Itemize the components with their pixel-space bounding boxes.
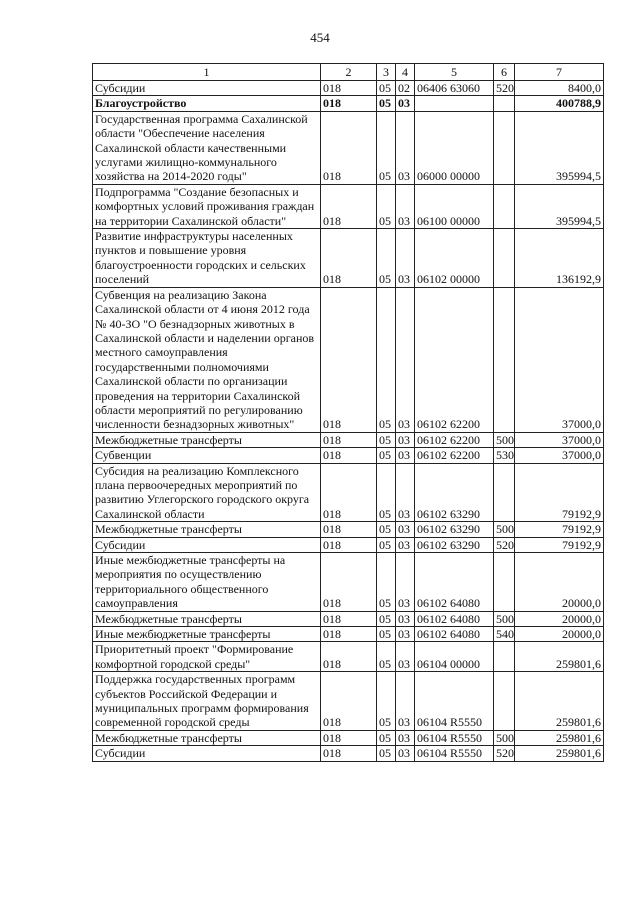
amount: 259801,6 <box>515 730 604 745</box>
target-article-code: 06104 R5550 <box>415 730 494 745</box>
ministry-code: 018 <box>321 611 377 626</box>
table-row <box>93 611 604 626</box>
item-name: Приоритетный проект "Формирование комфортной городской среды" <box>93 642 321 672</box>
section-code: 05 <box>377 672 396 731</box>
amount: 400788,9 <box>515 96 604 111</box>
target-article-code: 06102 64080 <box>415 611 494 626</box>
item-name: Субсидии <box>93 746 321 761</box>
table-row <box>93 627 604 642</box>
table-row <box>93 184 604 228</box>
section-code: 05 <box>377 184 396 228</box>
ministry-code: 018 <box>321 553 377 612</box>
ministry-code: 018 <box>321 184 377 228</box>
subsection-code: 03 <box>396 287 415 432</box>
item-name: Субсидия на реализацию Комплексного плана первоочередных мероприятий по развитию Углегорского городского округа Сахалинской области <box>93 463 321 522</box>
table-row <box>93 522 604 537</box>
target-article-code <box>415 96 494 111</box>
amount: 79192,9 <box>515 463 604 522</box>
expense-type-code <box>494 229 515 288</box>
target-article-code: 06102 62200 <box>415 287 494 432</box>
subsection-code: 03 <box>396 611 415 626</box>
ministry-code: 018 <box>321 229 377 288</box>
expense-type-code: 500 <box>494 522 515 537</box>
section-code: 05 <box>377 432 396 447</box>
table-row <box>93 730 604 745</box>
table-row <box>93 537 604 552</box>
column-header: 7 <box>515 64 604 81</box>
table-row <box>93 432 604 447</box>
ministry-code: 018 <box>321 627 377 642</box>
amount: 395994,5 <box>515 184 604 228</box>
amount: 20000,0 <box>515 627 604 642</box>
target-article-code: 06104 R5550 <box>415 672 494 731</box>
ministry-code: 018 <box>321 463 377 522</box>
subsection-code: 02 <box>396 81 415 96</box>
item-name: Субвенция на реализацию Закона Сахалинской области от 4 июня 2012 года № 40-ЗО "О безнадзорных животных в Сахалинской области и наделении органов местного самоуправления государственными полномочиями Сахалинской области по организации проведения на территории Сахалинской области мероприятий по регулированию численности безнадзорных животных" <box>93 287 321 432</box>
subsection-code: 03 <box>396 553 415 612</box>
item-name: Подпрограмма "Создание безопасных и комфортных условий проживания граждан на территории Сахалинской области" <box>93 184 321 228</box>
ministry-code: 018 <box>321 730 377 745</box>
expense-type-code <box>494 287 515 432</box>
expense-type-code: 500 <box>494 611 515 626</box>
subsection-code: 03 <box>396 730 415 745</box>
expense-type-code: 530 <box>494 448 515 463</box>
item-name: Межбюджетные трансферты <box>93 432 321 447</box>
section-code: 05 <box>377 627 396 642</box>
target-article-code: 06102 63290 <box>415 537 494 552</box>
expense-type-code <box>494 642 515 672</box>
target-article-code: 06104 00000 <box>415 642 494 672</box>
table-row <box>93 81 604 96</box>
column-header: 2 <box>321 64 377 81</box>
target-article-code: 06406 63060 <box>415 81 494 96</box>
subsection-code: 03 <box>396 537 415 552</box>
section-code: 05 <box>377 96 396 111</box>
item-name: Развитие инфраструктуры населенных пунктов и повышение уровня благоустроенности городских и сельских поселений <box>93 229 321 288</box>
item-name: Межбюджетные трансферты <box>93 611 321 626</box>
amount: 37000,0 <box>515 287 604 432</box>
table-row <box>93 96 604 111</box>
target-article-code: 06104 R5550 <box>415 746 494 761</box>
table-row <box>93 746 604 761</box>
table-row <box>93 448 604 463</box>
expense-type-code: 520 <box>494 746 515 761</box>
item-name: Межбюджетные трансферты <box>93 730 321 745</box>
column-header: 6 <box>494 64 515 81</box>
ministry-code: 018 <box>321 537 377 552</box>
target-article-code: 06102 64080 <box>415 627 494 642</box>
section-code: 05 <box>377 537 396 552</box>
amount: 79192,9 <box>515 537 604 552</box>
section-code: 05 <box>377 522 396 537</box>
target-article-code: 06102 62200 <box>415 448 494 463</box>
ministry-code: 018 <box>321 642 377 672</box>
section-code: 05 <box>377 746 396 761</box>
page-number: 454 <box>310 30 330 45</box>
table-row <box>93 229 604 288</box>
subsection-code: 03 <box>396 627 415 642</box>
expense-type-code <box>494 184 515 228</box>
target-article-code: 06000 00000 <box>415 111 494 184</box>
section-code: 05 <box>377 553 396 612</box>
amount: 259801,6 <box>515 642 604 672</box>
amount: 20000,0 <box>515 611 604 626</box>
amount: 20000,0 <box>515 553 604 612</box>
table-row <box>93 642 604 672</box>
amount: 37000,0 <box>515 448 604 463</box>
ministry-code: 018 <box>321 448 377 463</box>
amount: 8400,0 <box>515 81 604 96</box>
ministry-code: 018 <box>321 672 377 731</box>
expense-type-code <box>494 96 515 111</box>
target-article-code: 06102 64080 <box>415 553 494 612</box>
section-code: 05 <box>377 611 396 626</box>
target-article-code: 06102 63290 <box>415 522 494 537</box>
target-article-code: 06102 00000 <box>415 229 494 288</box>
section-code: 05 <box>377 229 396 288</box>
section-code: 05 <box>377 463 396 522</box>
amount: 259801,6 <box>515 672 604 731</box>
subsection-code: 03 <box>396 432 415 447</box>
expense-type-code <box>494 672 515 731</box>
table-row <box>93 287 604 432</box>
target-article-code: 06102 62200 <box>415 432 494 447</box>
expense-type-code: 540 <box>494 627 515 642</box>
item-name: Поддержка государственных программ субъектов Российской Федерации и муниципальных программ формирования современной городской среды <box>93 672 321 731</box>
expense-type-code: 500 <box>494 730 515 745</box>
ministry-code: 018 <box>321 111 377 184</box>
item-name: Благоустройство <box>93 96 321 111</box>
ministry-code: 018 <box>321 81 377 96</box>
item-name: Субвенции <box>93 448 321 463</box>
subsection-code: 03 <box>396 111 415 184</box>
item-name: Иные межбюджетные трансферты на мероприятия по осуществлению территориального общественного самоуправления <box>93 553 321 612</box>
ministry-code: 018 <box>321 746 377 761</box>
target-article-code: 06102 63290 <box>415 463 494 522</box>
section-code: 05 <box>377 448 396 463</box>
amount: 37000,0 <box>515 432 604 447</box>
ministry-code: 018 <box>321 287 377 432</box>
table-row <box>93 672 604 731</box>
item-name: Субсидии <box>93 537 321 552</box>
item-name: Межбюджетные трансферты <box>93 522 321 537</box>
subsection-code: 03 <box>396 642 415 672</box>
subsection-code: 03 <box>396 96 415 111</box>
amount: 79192,9 <box>515 522 604 537</box>
column-header: 3 <box>377 64 396 81</box>
item-name: Иные межбюджетные трансферты <box>93 627 321 642</box>
column-header: 4 <box>396 64 415 81</box>
subsection-code: 03 <box>396 463 415 522</box>
amount: 395994,5 <box>515 111 604 184</box>
expense-type-code <box>494 111 515 184</box>
subsection-code: 03 <box>396 184 415 228</box>
section-code: 05 <box>377 81 396 96</box>
subsection-code: 03 <box>396 448 415 463</box>
target-article-code: 06100 00000 <box>415 184 494 228</box>
ministry-code: 018 <box>321 432 377 447</box>
column-header-row <box>93 64 604 81</box>
section-code: 05 <box>377 287 396 432</box>
item-name: Субсидии <box>93 81 321 96</box>
section-code: 05 <box>377 111 396 184</box>
amount: 259801,6 <box>515 746 604 761</box>
section-code: 05 <box>377 730 396 745</box>
expense-type-code <box>494 553 515 612</box>
column-header: 1 <box>93 64 321 81</box>
expense-type-code: 500 <box>494 432 515 447</box>
amount: 136192,9 <box>515 229 604 288</box>
subsection-code: 03 <box>396 229 415 288</box>
ministry-code: 018 <box>321 96 377 111</box>
table-row <box>93 553 604 612</box>
subsection-code: 03 <box>396 746 415 761</box>
subsection-code: 03 <box>396 522 415 537</box>
expense-type-code: 520 <box>494 81 515 96</box>
budget-table <box>92 63 604 762</box>
table-body <box>93 81 604 762</box>
table-row <box>93 111 604 184</box>
expense-type-code <box>494 463 515 522</box>
table-row <box>93 463 604 522</box>
subsection-code: 03 <box>396 672 415 731</box>
column-header: 5 <box>415 64 494 81</box>
expense-type-code: 520 <box>494 537 515 552</box>
item-name: Государственная программа Сахалинской области "Обеспечение населения Сахалинской области качественными услугами жилищно-коммунального хозяйства на 2014-2020 годы" <box>93 111 321 184</box>
ministry-code: 018 <box>321 522 377 537</box>
section-code: 05 <box>377 642 396 672</box>
